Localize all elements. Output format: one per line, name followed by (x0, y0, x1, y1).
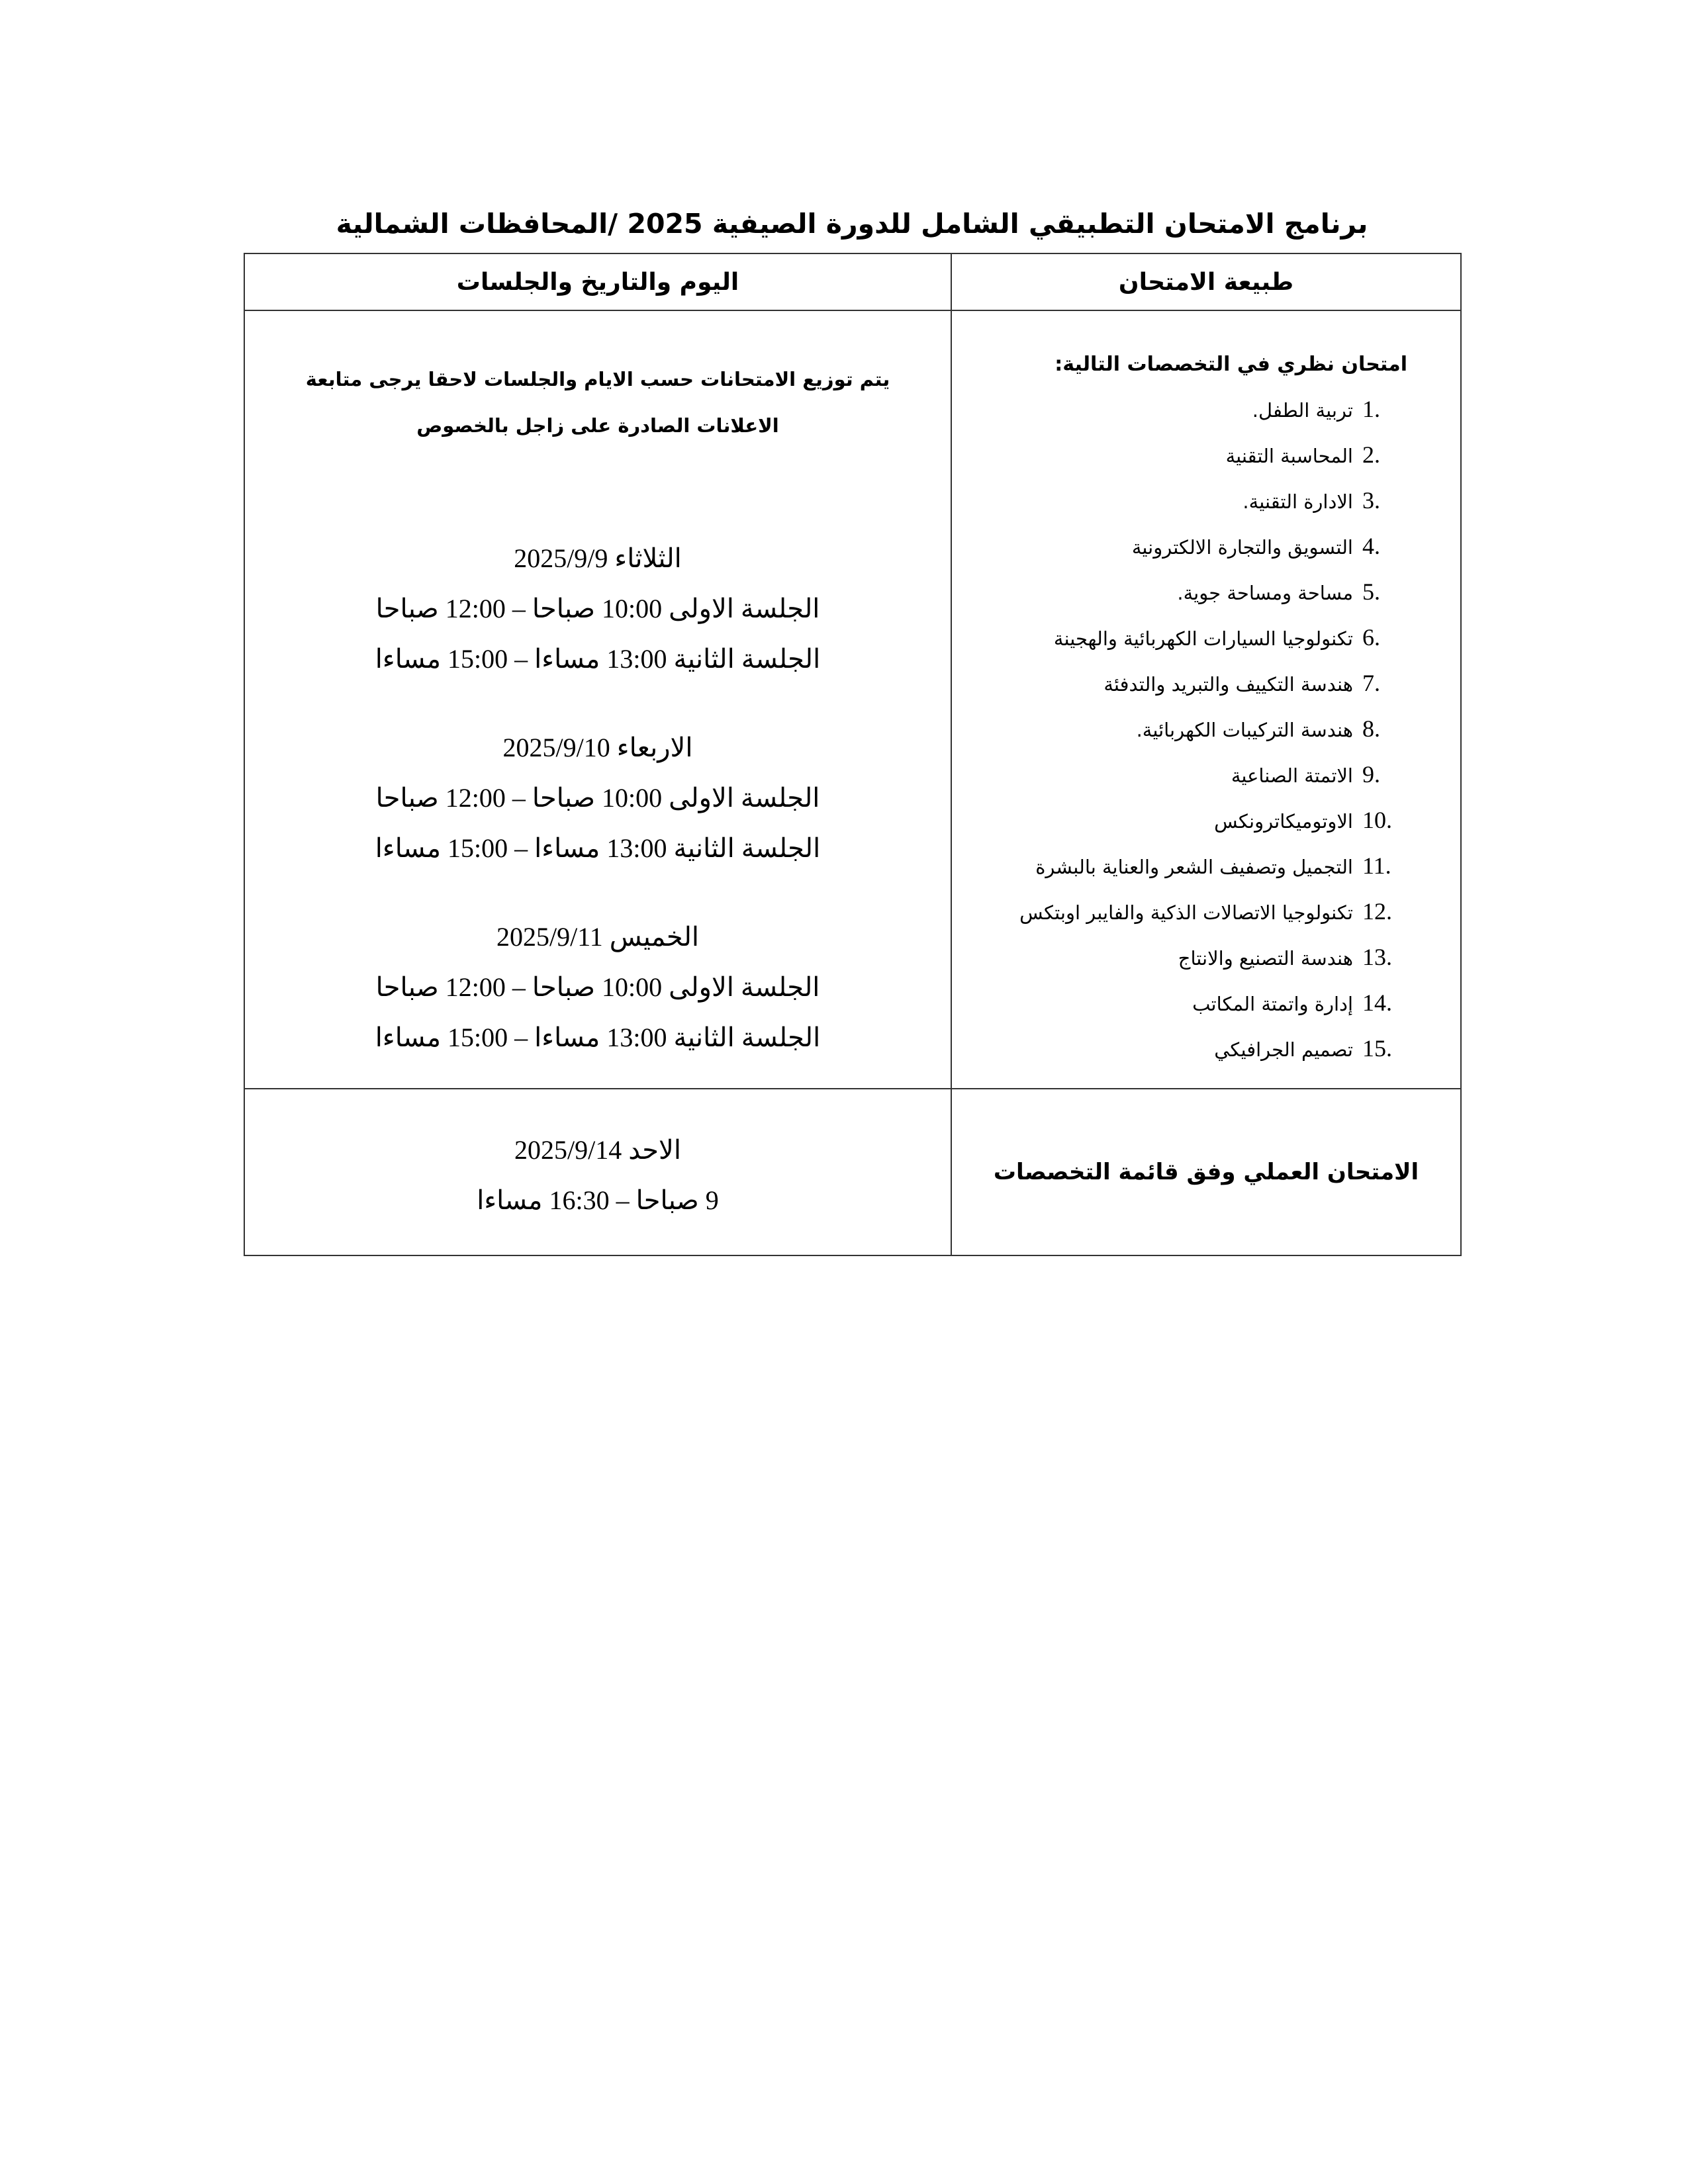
list-item-number: 15. (1362, 1035, 1392, 1062)
list-item-number: 7. (1362, 670, 1380, 696)
distribution-notice: يتم توزيع الامتحانات حسب الايام والجلسات لاحقا يرجى متابعة الاعلانات الصادرة على زاجل بالخصوص (305, 368, 890, 437)
list-item-label: الاتمتة الصناعية (1231, 764, 1353, 787)
specializations-list (972, 387, 1407, 1071)
list-item (972, 387, 1407, 432)
list-item-number: 12. (1362, 898, 1392, 925)
list-item-label: تكنولوجيا السيارات الكهربائية والهجينة (1053, 627, 1353, 650)
list-item (972, 1026, 1407, 1071)
list-item-number: 14. (1362, 989, 1392, 1016)
header-exam-nature: طبيعة الامتحان (951, 253, 1461, 310)
practical-exam-day: الاحد 2025/9/14 (514, 1135, 681, 1165)
list-item-label: الادارة التقنية. (1243, 490, 1353, 513)
list-item (972, 980, 1407, 1026)
list-item (972, 889, 1407, 934)
list-item-label: الاوتوميكاترونكس (1214, 810, 1353, 833)
header-day-date-sessions: اليوم والتاريخ والجلسات (244, 253, 951, 310)
list-item-number: 11. (1362, 852, 1391, 879)
list-item (972, 569, 1407, 615)
list-item-label: التسويق والتجارة الالكترونية (1131, 536, 1353, 559)
table-header-row (244, 253, 1461, 310)
practical-exam-time: 9 صباحا – 16:30 مساءا (477, 1185, 719, 1215)
exam-day-thursday (245, 912, 951, 1063)
list-item-number: 9. (1362, 761, 1380, 788)
list-item (972, 660, 1407, 706)
practical-dates-cell (244, 1089, 951, 1255)
exam-day-date: الخميس 2025/9/11 (496, 922, 700, 952)
list-item-label: هندسة التصنيع والانتاج (1178, 947, 1353, 970)
document-title: برنامج الامتحان التطبيقي الشامل للدورة الصيفية 2025 /المحافظات الشمالية (336, 208, 1368, 240)
first-session-time: الجلسة الاولى 10:00 صباحا – 12:00 صباحا (375, 972, 820, 1002)
exam-day-tuesday (245, 533, 951, 684)
list-item-number: 1. (1362, 396, 1380, 422)
list-item-label: تكنولوجيا الاتصالات الذكية والفايبر اوبتكس (1019, 901, 1353, 924)
list-item (972, 797, 1407, 843)
theory-specializations-cell (951, 310, 1461, 1089)
list-item-number: 2. (1362, 441, 1380, 468)
first-session-time: الجلسة الاولى 10:00 صباحا – 12:00 صباحا (375, 783, 820, 813)
list-item-number: 13. (1362, 944, 1392, 970)
list-item (972, 478, 1407, 523)
second-session-time: الجلسة الثانية 13:00 مساءا – 15:00 مساءا (375, 644, 821, 674)
exam-day-wednesday (245, 723, 951, 874)
list-item-number: 6. (1362, 624, 1380, 651)
list-item (972, 615, 1407, 660)
first-session-time: الجلسة الاولى 10:00 صباحا – 12:00 صباحا (375, 594, 820, 623)
second-session-time: الجلسة الثانية 13:00 مساءا – 15:00 مساءا (375, 833, 821, 863)
list-item-number: 8. (1362, 715, 1380, 742)
list-item (972, 706, 1407, 752)
theory-dates-cell (244, 310, 951, 1089)
exam-schedule-table (244, 253, 1462, 1256)
exam-day-date: الثلاثاء 2025/9/9 (514, 543, 682, 573)
list-item (972, 523, 1407, 569)
exam-day-date: الاربعاء 2025/9/10 (502, 733, 693, 762)
theory-heading: امتحان نظري في التخصصات التالية: (1055, 353, 1407, 376)
list-item-number: 4. (1362, 533, 1380, 559)
list-item-number: 3. (1362, 487, 1380, 514)
practical-exam-row (244, 1089, 1461, 1255)
list-item-label: المحاسبة التقنية (1225, 445, 1353, 467)
list-item-label: التجميل وتصفيف الشعر والعناية بالبشرة (1035, 856, 1353, 878)
list-item-label: هندسة التكييف والتبريد والتدفئة (1103, 673, 1353, 696)
list-item-label: مساحة ومساحة جوية. (1177, 582, 1353, 604)
practical-exam-label: الامتحان العملي وفق قائمة التخصصات (951, 1089, 1461, 1255)
list-item (972, 432, 1407, 478)
list-item-label: إدارة واتمتة المكاتب (1192, 993, 1353, 1015)
list-item (972, 752, 1407, 797)
list-item-number: 5. (1362, 578, 1380, 605)
list-item-label: تربية الطفل. (1252, 399, 1353, 422)
list-item-label: تصميم الجرافيكي (1214, 1038, 1353, 1061)
list-item-number: 10. (1362, 807, 1392, 833)
list-item (972, 843, 1407, 889)
list-item-label: هندسة التركيبات الكهربائية. (1136, 719, 1353, 741)
theory-exam-row (244, 310, 1461, 1089)
list-item (972, 934, 1407, 980)
second-session-time: الجلسة الثانية 13:00 مساءا – 15:00 مساءا (375, 1023, 821, 1052)
